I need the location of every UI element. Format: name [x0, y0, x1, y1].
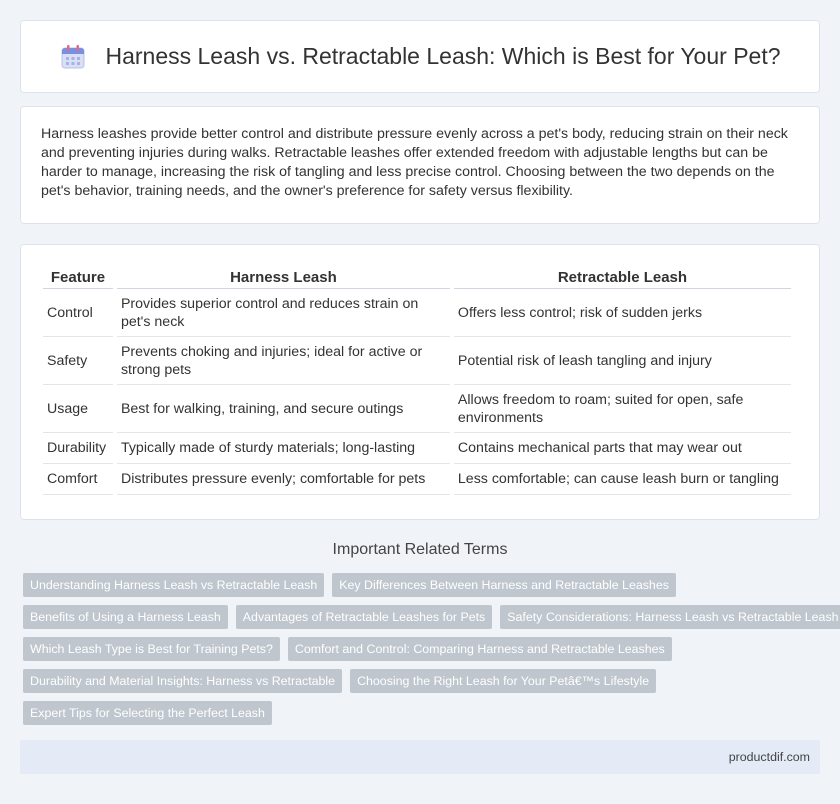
- related-term-link[interactable]: Understanding Harness Leash vs Retractable Leash: [23, 573, 324, 597]
- retractable-cell: Contains mechanical parts that may wear out: [454, 433, 791, 464]
- feature-cell: Comfort: [43, 464, 113, 495]
- column-header-retractable: Retractable Leash: [454, 263, 791, 289]
- related-term-link[interactable]: Comfort and Control: Comparing Harness and Retractable Leashes: [288, 637, 672, 661]
- table-row: [43, 464, 791, 495]
- related-term-link[interactable]: Which Leash Type is Best for Training Pets?: [23, 637, 280, 661]
- harness-cell: Best for walking, training, and secure outings: [117, 385, 450, 433]
- related-term-link[interactable]: Durability and Material Insights: Harness vs Retractable: [23, 669, 342, 693]
- feature-cell: Durability: [43, 433, 113, 464]
- retractable-cell: Offers less control; risk of sudden jerks: [454, 289, 791, 337]
- table-row: [43, 433, 791, 464]
- feature-cell: Control: [43, 289, 113, 337]
- feature-cell: Safety: [43, 337, 113, 385]
- table-row: [43, 385, 791, 433]
- related-terms-list: [23, 573, 839, 733]
- calendar-icon: [59, 43, 87, 71]
- related-term-link[interactable]: Safety Considerations: Harness Leash vs Retractable Leash: [500, 605, 840, 629]
- site-name[interactable]: productdif.com: [728, 750, 810, 764]
- retractable-cell: Potential risk of leash tangling and injury: [454, 337, 791, 385]
- harness-cell: Prevents choking and injuries; ideal for active or strong pets: [117, 337, 450, 385]
- page-title: Harness Leash vs. Retractable Leash: Which is Best for Your Pet?: [105, 43, 781, 69]
- harness-cell: Provides superior control and reduces strain on pet's neck: [117, 289, 450, 337]
- related-term-link[interactable]: Choosing the Right Leash for Your Petâ€™s Lifestyle: [350, 669, 656, 693]
- footer: [20, 740, 820, 774]
- intro-card: [20, 106, 820, 224]
- column-header-feature: Feature: [43, 263, 113, 289]
- harness-cell: Distributes pressure evenly; comfortable for pets: [117, 464, 450, 495]
- comparison-table: [39, 263, 795, 495]
- table-row: [43, 289, 791, 337]
- related-term-link[interactable]: Key Differences Between Harness and Retractable Leashes: [332, 573, 676, 597]
- retractable-cell: Allows freedom to roam; suited for open, safe environments: [454, 385, 791, 433]
- intro-text: Harness leashes provide better control and distribute pressure evenly across a pet's body, reducing strain on their neck and preventing injuries during walks. Retractable leashes offer extended freedom with adjustable lengths but can be harder to manage, increasing the risk of tangling and less precise control. Choosing between the two depends on the pet's behavior, training needs, and the owner's preference for safety versus flexibility.: [41, 126, 788, 199]
- table-row: [43, 337, 791, 385]
- comparison-card: [20, 244, 820, 520]
- related-term-link[interactable]: Benefits of Using a Harness Leash: [23, 605, 228, 629]
- related-terms-heading: Important Related Terms: [332, 541, 508, 558]
- related-term-link[interactable]: Expert Tips for Selecting the Perfect Leash: [23, 701, 272, 725]
- feature-cell: Usage: [43, 385, 113, 433]
- retractable-cell: Less comfortable; can cause leash burn or tangling: [454, 464, 791, 495]
- related-term-link[interactable]: Advantages of Retractable Leashes for Pets: [236, 605, 492, 629]
- title-card: [20, 20, 820, 93]
- harness-cell: Typically made of sturdy materials; long-lasting: [117, 433, 450, 464]
- column-header-harness: Harness Leash: [117, 263, 450, 289]
